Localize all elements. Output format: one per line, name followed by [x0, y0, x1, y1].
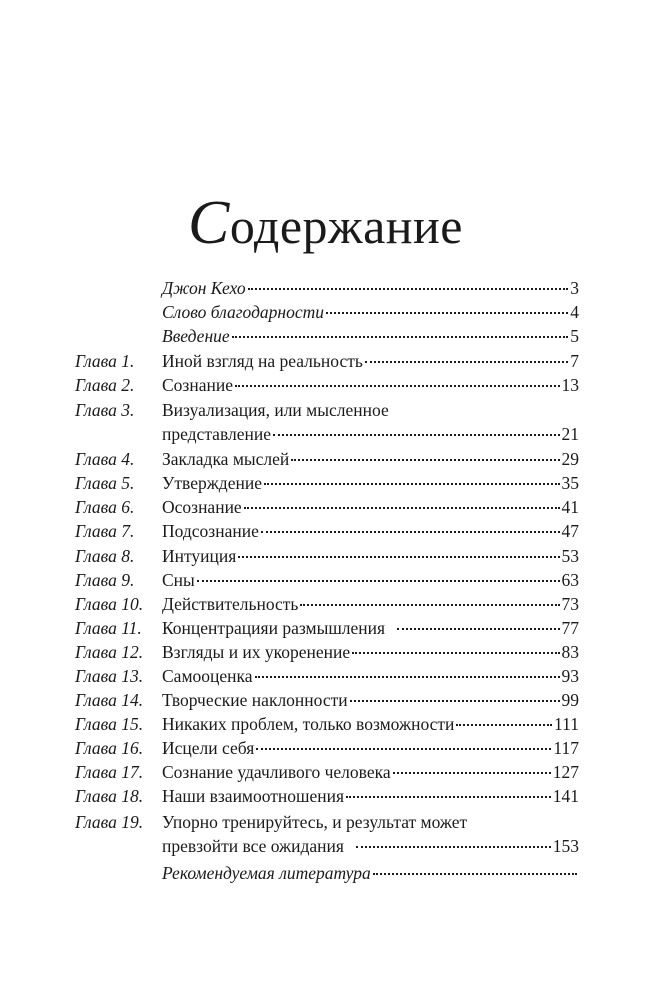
- toc-entry-chapter-4[interactable]: [0, 449, 651, 473]
- toc-entry-chapter-15[interactable]: [0, 714, 651, 738]
- chapter-label: Глава 11.: [75, 618, 142, 638]
- entry-title: Подсознание: [162, 521, 259, 541]
- entry-title: Сны: [162, 570, 195, 590]
- toc-entry-chapter-13[interactable]: [0, 666, 651, 690]
- entry-page: 73: [561, 594, 579, 614]
- chapter-label: Глава 7.: [75, 521, 135, 541]
- entry-title: Упорно тренируйтесь, и результат может: [162, 812, 468, 832]
- toc-entry-chapter-3-cont[interactable]: [0, 424, 651, 448]
- entry-title: Интуиция: [162, 546, 237, 566]
- toc-entry-back[interactable]: [0, 863, 651, 887]
- toc-entry-chapter-16[interactable]: [0, 738, 651, 762]
- leader-dots: [356, 845, 551, 848]
- leader-dots: [365, 360, 568, 363]
- entry-page: 141: [552, 786, 579, 806]
- leader-dots: [197, 579, 560, 582]
- toc-entry-chapter-1[interactable]: [0, 351, 651, 375]
- entry-title: Никаких проблем, только возможности: [162, 714, 455, 734]
- toc-entry-chapter-3[interactable]: [0, 400, 651, 424]
- leader-dots: [350, 699, 560, 702]
- toc-entry-chapter-5[interactable]: [0, 473, 651, 497]
- entry-title: Действительность: [162, 594, 299, 614]
- entry-page: 4: [570, 302, 579, 322]
- leader-dots: [456, 723, 552, 726]
- entry-page: 21: [561, 424, 579, 444]
- leader-dots: [235, 384, 560, 387]
- entry-title: Введение: [162, 326, 230, 346]
- entry-page: 41: [561, 497, 579, 517]
- entry-page: 63: [561, 570, 579, 590]
- entry-page: 53: [561, 546, 579, 566]
- chapter-label: Глава 9.: [75, 570, 135, 590]
- toc-entry-chapter-18[interactable]: [0, 786, 651, 810]
- entry-page: 7: [570, 351, 579, 371]
- entry-page: 99: [561, 690, 579, 710]
- leader-dots: [255, 675, 560, 678]
- entry-title: Самооценка: [162, 666, 253, 686]
- toc-entry-chapter-19-cont[interactable]: [0, 836, 651, 860]
- entry-title: Взгляды и их укоренение: [162, 642, 351, 662]
- entry-page: 35: [561, 473, 579, 493]
- entry-page: 77: [561, 618, 579, 638]
- toc-entry-chapter-19[interactable]: [0, 812, 651, 836]
- toc-entry-front-3[interactable]: [0, 326, 651, 350]
- toc-entry-chapter-2[interactable]: [0, 375, 651, 399]
- leader-dots: [273, 433, 560, 436]
- page-title: [0, 188, 651, 259]
- chapter-label: Глава 3.: [75, 400, 135, 420]
- toc-entry-front-2[interactable]: [0, 302, 651, 326]
- entry-title: Сознание удачливого человека: [162, 762, 391, 782]
- toc-entry-chapter-10[interactable]: [0, 594, 651, 618]
- entry-page: 153: [552, 836, 579, 856]
- chapter-label: Глава 1.: [75, 351, 135, 371]
- title-rest: одержание: [229, 198, 463, 254]
- entry-title: Концентрацияи размышления: [162, 618, 386, 638]
- chapter-label: Глава 5.: [75, 473, 135, 493]
- leader-dots: [393, 771, 551, 774]
- toc-entry-front-1[interactable]: [0, 278, 651, 302]
- entry-title: Визуализация, или мысленное: [162, 400, 389, 420]
- entry-title-cont: представление: [162, 424, 271, 444]
- chapter-label: Глава 15.: [75, 714, 144, 734]
- toc-entry-chapter-9[interactable]: [0, 570, 651, 594]
- entry-page: 13: [561, 375, 579, 395]
- chapter-label: Глава 12.: [75, 642, 144, 662]
- chapter-label: Глава 2.: [75, 375, 135, 395]
- chapter-label: Глава 8.: [75, 546, 135, 566]
- entry-page: 117: [553, 738, 579, 758]
- toc-entry-chapter-7[interactable]: [0, 521, 651, 545]
- entry-title: Сознание: [162, 375, 233, 395]
- chapter-label: Глава 4.: [75, 449, 135, 469]
- chapter-label: Глава 19.: [75, 812, 144, 832]
- leader-dots: [326, 311, 568, 314]
- toc-entry-chapter-17[interactable]: [0, 762, 651, 786]
- title-initial: С: [188, 189, 230, 257]
- chapter-label: Глава 6.: [75, 497, 135, 517]
- leader-dots: [248, 287, 569, 290]
- entry-title-cont: превзойти все ожидания: [162, 836, 344, 856]
- entry-title: Рекомендуемая литература: [162, 863, 371, 883]
- leader-dots: [264, 482, 560, 485]
- entry-title: Джон Кехо: [162, 278, 246, 298]
- entry-title: Закладка мыслей: [162, 449, 290, 469]
- entry-title: Творческие наклонности: [162, 690, 348, 710]
- entry-title: Слово благодарности: [162, 302, 325, 322]
- entry-title: Осознание: [162, 497, 242, 517]
- entry-title: Утверждение: [162, 473, 262, 493]
- leader-dots: [346, 795, 551, 798]
- toc-entry-chapter-11[interactable]: [0, 618, 651, 642]
- leader-dots: [261, 530, 560, 533]
- toc-entry-chapter-6[interactable]: [0, 497, 651, 521]
- leader-dots: [352, 651, 559, 654]
- entry-page: 127: [552, 762, 579, 782]
- chapter-label: Глава 17.: [75, 762, 144, 782]
- entry-page: 111: [554, 714, 579, 734]
- leader-dots: [291, 458, 559, 461]
- chapter-label: Глава 14.: [75, 690, 144, 710]
- entry-page: 47: [561, 521, 579, 541]
- leader-dots: [232, 335, 569, 338]
- toc-entry-chapter-8[interactable]: [0, 546, 651, 570]
- leader-dots: [256, 747, 551, 750]
- entry-page: 5: [570, 326, 579, 346]
- toc-entry-chapter-12[interactable]: [0, 642, 651, 666]
- entry-page: 29: [561, 449, 579, 469]
- entry-page: 93: [561, 666, 579, 686]
- chapter-label: Глава 10.: [75, 594, 144, 614]
- entry-page: 83: [561, 642, 579, 662]
- leader-dots: [238, 555, 559, 558]
- entry-title: Иной взгляд на реальность: [162, 351, 363, 371]
- chapter-label: Глава 16.: [75, 738, 144, 758]
- entry-page: 3: [570, 278, 579, 298]
- entry-title: Наши взаимоотношения: [162, 786, 345, 806]
- leader-dots: [244, 506, 560, 509]
- leader-dots: [300, 603, 559, 606]
- chapter-label: Глава 18.: [75, 786, 144, 806]
- leader-dots: [397, 627, 559, 630]
- toc-entry-chapter-14[interactable]: [0, 690, 651, 714]
- leader-dots: [373, 872, 577, 875]
- entry-title: Исцели себя: [162, 738, 255, 758]
- chapter-label: Глава 13.: [75, 666, 144, 686]
